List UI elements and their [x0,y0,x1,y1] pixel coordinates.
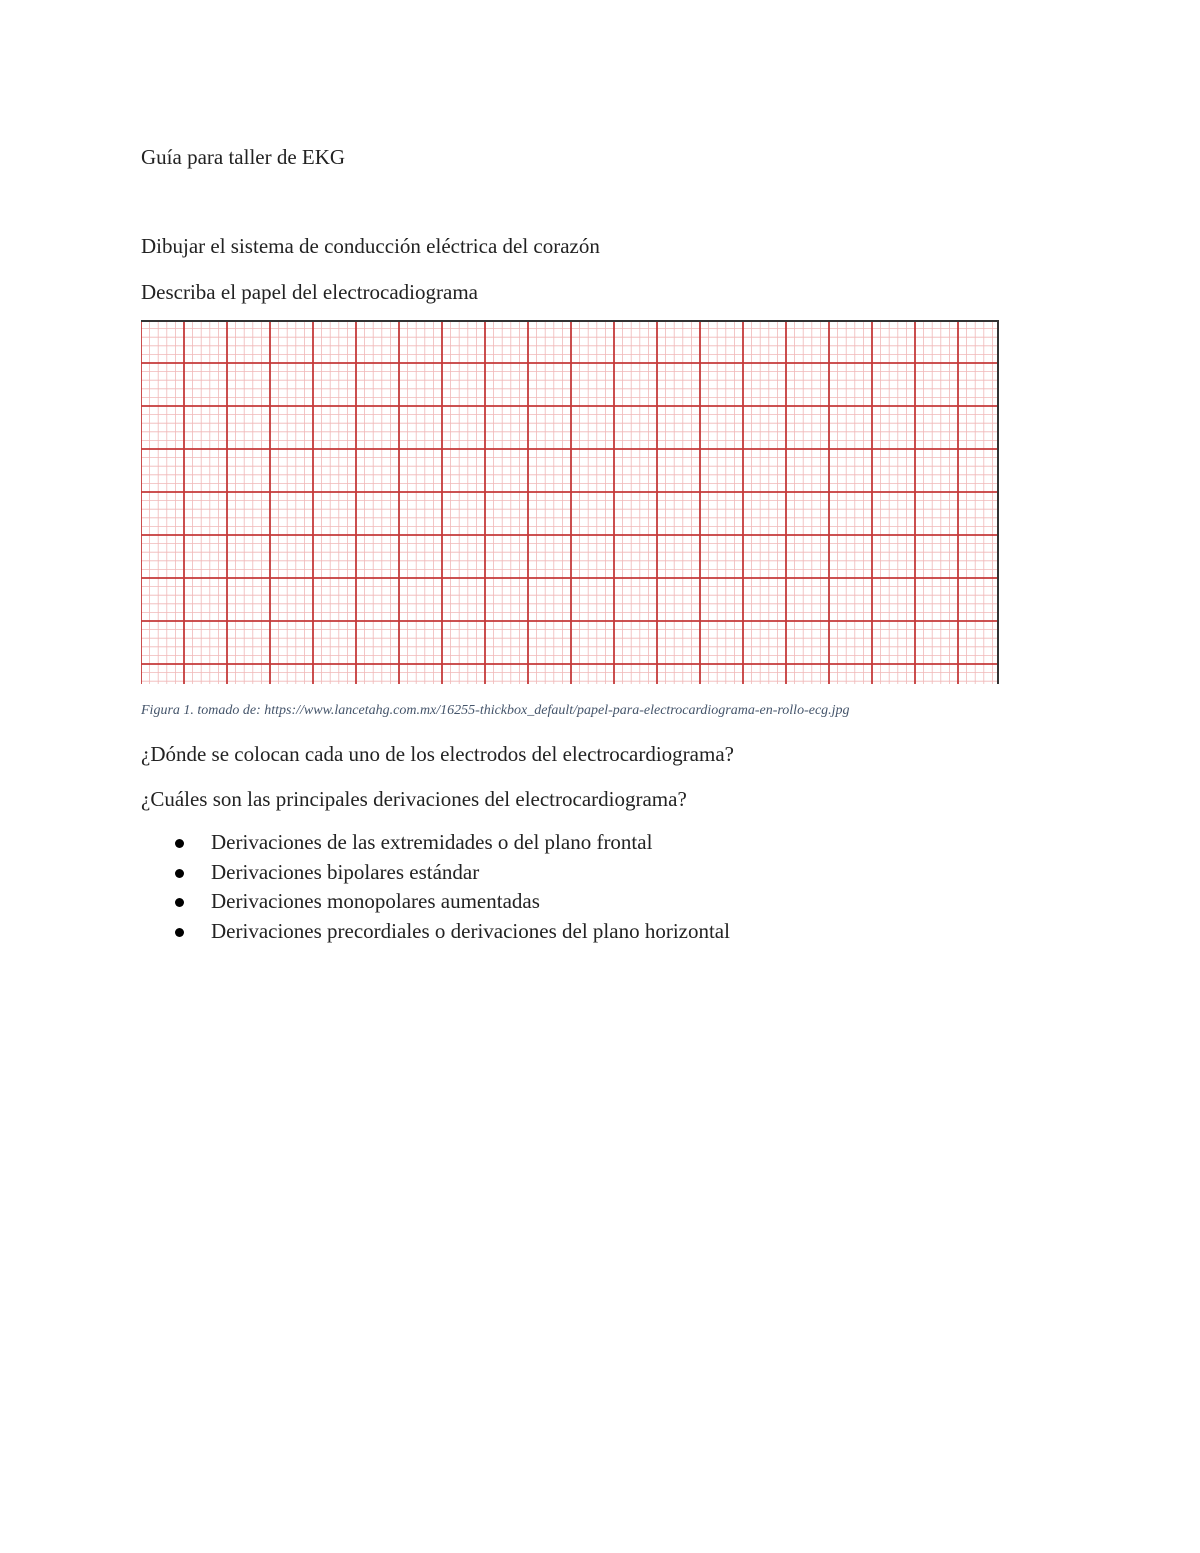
prompt-ecg-paper: Describa el papel del electrocadiograma [141,280,478,304]
bullet-icon [175,928,184,937]
prompt-conduction-system: Dibujar el sistema de conducción eléctrica del corazón [141,234,600,258]
list-item-text: Derivaciones monopolares aumentadas [211,889,540,913]
ecg-grid-graphic [141,320,999,684]
bullet-icon [175,869,184,878]
bullet-icon [175,898,184,907]
list-item-text: Derivaciones de las extremidades o del plano frontal [211,830,653,854]
ecg-paper-image [141,320,999,684]
question-main-leads: ¿Cuáles son las principales derivaciones del electrocardiograma? [141,787,687,811]
figure-caption: Figura 1. tomado de: https://www.lancetahg.com.mx/16255-thickbox_default/papel-para-electrocardiograma-en-rollo-ecg.jpg [141,703,850,718]
list-item-text: Derivaciones bipolares estándar [211,859,480,884]
question-electrode-placement: ¿Dónde se colocan cada uno de los electrodos del electrocardiograma? [141,742,734,766]
list-item-text: Derivaciones precordiales o derivaciones del plano horizontal [211,918,730,943]
document-title: Guía para taller de EKG [141,145,346,169]
bullet-icon [175,839,184,848]
